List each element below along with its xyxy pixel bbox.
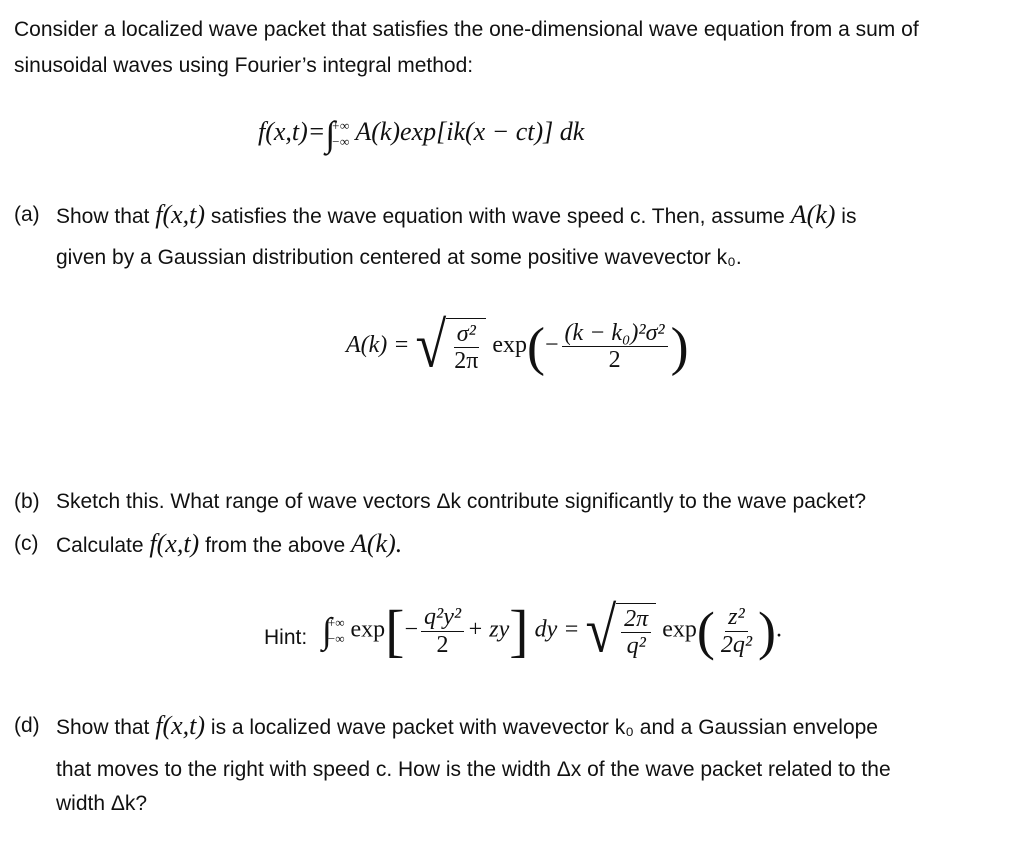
- eq2-sqrt-den: 2π: [454, 348, 479, 375]
- eq1-lower-limit: −∞: [331, 134, 350, 150]
- hint-label: Hint:: [264, 626, 308, 649]
- part-c-text: [56, 526, 402, 564]
- hint-exp2: exp: [662, 616, 697, 643]
- intro-line-2: sinusoidal waves using Fourier’s integral method:: [14, 54, 474, 77]
- hint-end: .: [776, 616, 783, 643]
- part-b-text: Sketch this. What range of wave vectors Δk contribute significantly to the wave packet?: [56, 490, 867, 513]
- left-paren-icon: (: [527, 316, 545, 377]
- part-d-post: is a localized wave packet with wavevector k₀ and a Gaussian envelope: [210, 716, 878, 739]
- hint-integral-icon: ∫: [322, 610, 332, 651]
- eq2-exp: exp: [492, 331, 528, 358]
- part-d-fx: f(x,t): [155, 711, 206, 740]
- hint-sqrt-den: q²: [626, 633, 646, 659]
- part-d-label: (d): [14, 714, 40, 737]
- intro-line-1: Consider a localized wave packet that satisfies the one-dimensional wave equation from a sum of: [14, 18, 919, 41]
- hint-sqrt-icon: √: [585, 594, 617, 667]
- hint-dy: dy =: [534, 616, 580, 643]
- part-d-line-1: [56, 708, 878, 746]
- part-c-fx: f(x,t): [149, 529, 200, 558]
- fourier-integral-equation: [258, 116, 584, 152]
- eq1-limits: [331, 118, 349, 149]
- eq2-sqrt-num: σ²: [454, 321, 479, 348]
- eq2-minus: −: [545, 331, 559, 358]
- part-c-Ak: A(k).: [351, 529, 403, 558]
- left-bracket-icon: [: [385, 598, 405, 663]
- part-d-line-2: that moves to the right with speed c. How is the width Δx of the wave packet related to the: [56, 758, 891, 781]
- eq1-integrand: A(k)exp[ik(x − ct)] dk: [355, 117, 585, 146]
- sqrt-icon: √: [415, 310, 447, 382]
- hint-frac2-den: 2q²: [720, 631, 753, 658]
- hint-sqrt-num: 2π: [621, 606, 651, 633]
- part-a-fx: f(x,t): [155, 200, 206, 229]
- eq2-lhs: A(k) =: [346, 331, 410, 358]
- hint-limits: [328, 615, 345, 646]
- hint-exp: exp: [350, 616, 386, 643]
- integral-sign-icon: ∫: [325, 114, 336, 154]
- part-b-label: (b): [14, 490, 40, 513]
- part-a-Ak: A(k): [790, 200, 836, 229]
- part-a-line-1: [56, 197, 856, 235]
- part-a-is: is: [841, 205, 857, 228]
- hint-upper-limit: +∞: [327, 615, 345, 631]
- part-c-pre: Calculate: [56, 534, 144, 557]
- part-d-show-that: Show that: [56, 716, 150, 739]
- hint-frac-num: q²y²: [421, 604, 464, 631]
- hint-lower-limit: −∞: [327, 631, 345, 646]
- part-a-show-that: Show that: [56, 205, 150, 228]
- hint-frac-den: 2: [436, 631, 449, 658]
- part-d-line-3: width Δk?: [56, 792, 148, 815]
- eq1-upper-limit: +∞: [331, 118, 350, 134]
- eq2-sqrt: [415, 310, 487, 382]
- right-paren-icon: ): [670, 316, 689, 377]
- right-bracket-icon: ]: [509, 598, 529, 663]
- eq2-frac-den: 2: [608, 346, 621, 373]
- hint-equation: ∫ +∞ −∞ exp[− $\frac{\text{q²y²}}{2}$ + zy] dy = √ $\frac{2\pi}{\text{q²}}$ exp( $\frac{\text{z²}}{\text{2q²}}$ ).: [322, 594, 783, 667]
- hint-right-paren-icon: ): [758, 601, 777, 661]
- part-a-line-2: given by a Gaussian distribution centered at some positive wavevector k₀.: [56, 246, 742, 269]
- part-c-mid: from the above: [205, 534, 346, 557]
- gaussian-equation: [346, 310, 689, 382]
- hint-sqrt: [585, 594, 656, 667]
- hint-frac2-num: z²: [725, 604, 748, 631]
- eq2-frac-num: (k − k₀)²σ²: [562, 320, 668, 347]
- hint-left-paren-icon: (: [696, 601, 715, 661]
- hint-tail: + zy: [467, 616, 510, 643]
- part-a-mid: satisfies the wave equation with wave speed c. Then, assume: [210, 205, 785, 228]
- part-a-label: (a): [14, 203, 40, 226]
- eq1-lhs: f(x,t)=: [258, 117, 326, 146]
- part-c-label: (c): [14, 532, 39, 555]
